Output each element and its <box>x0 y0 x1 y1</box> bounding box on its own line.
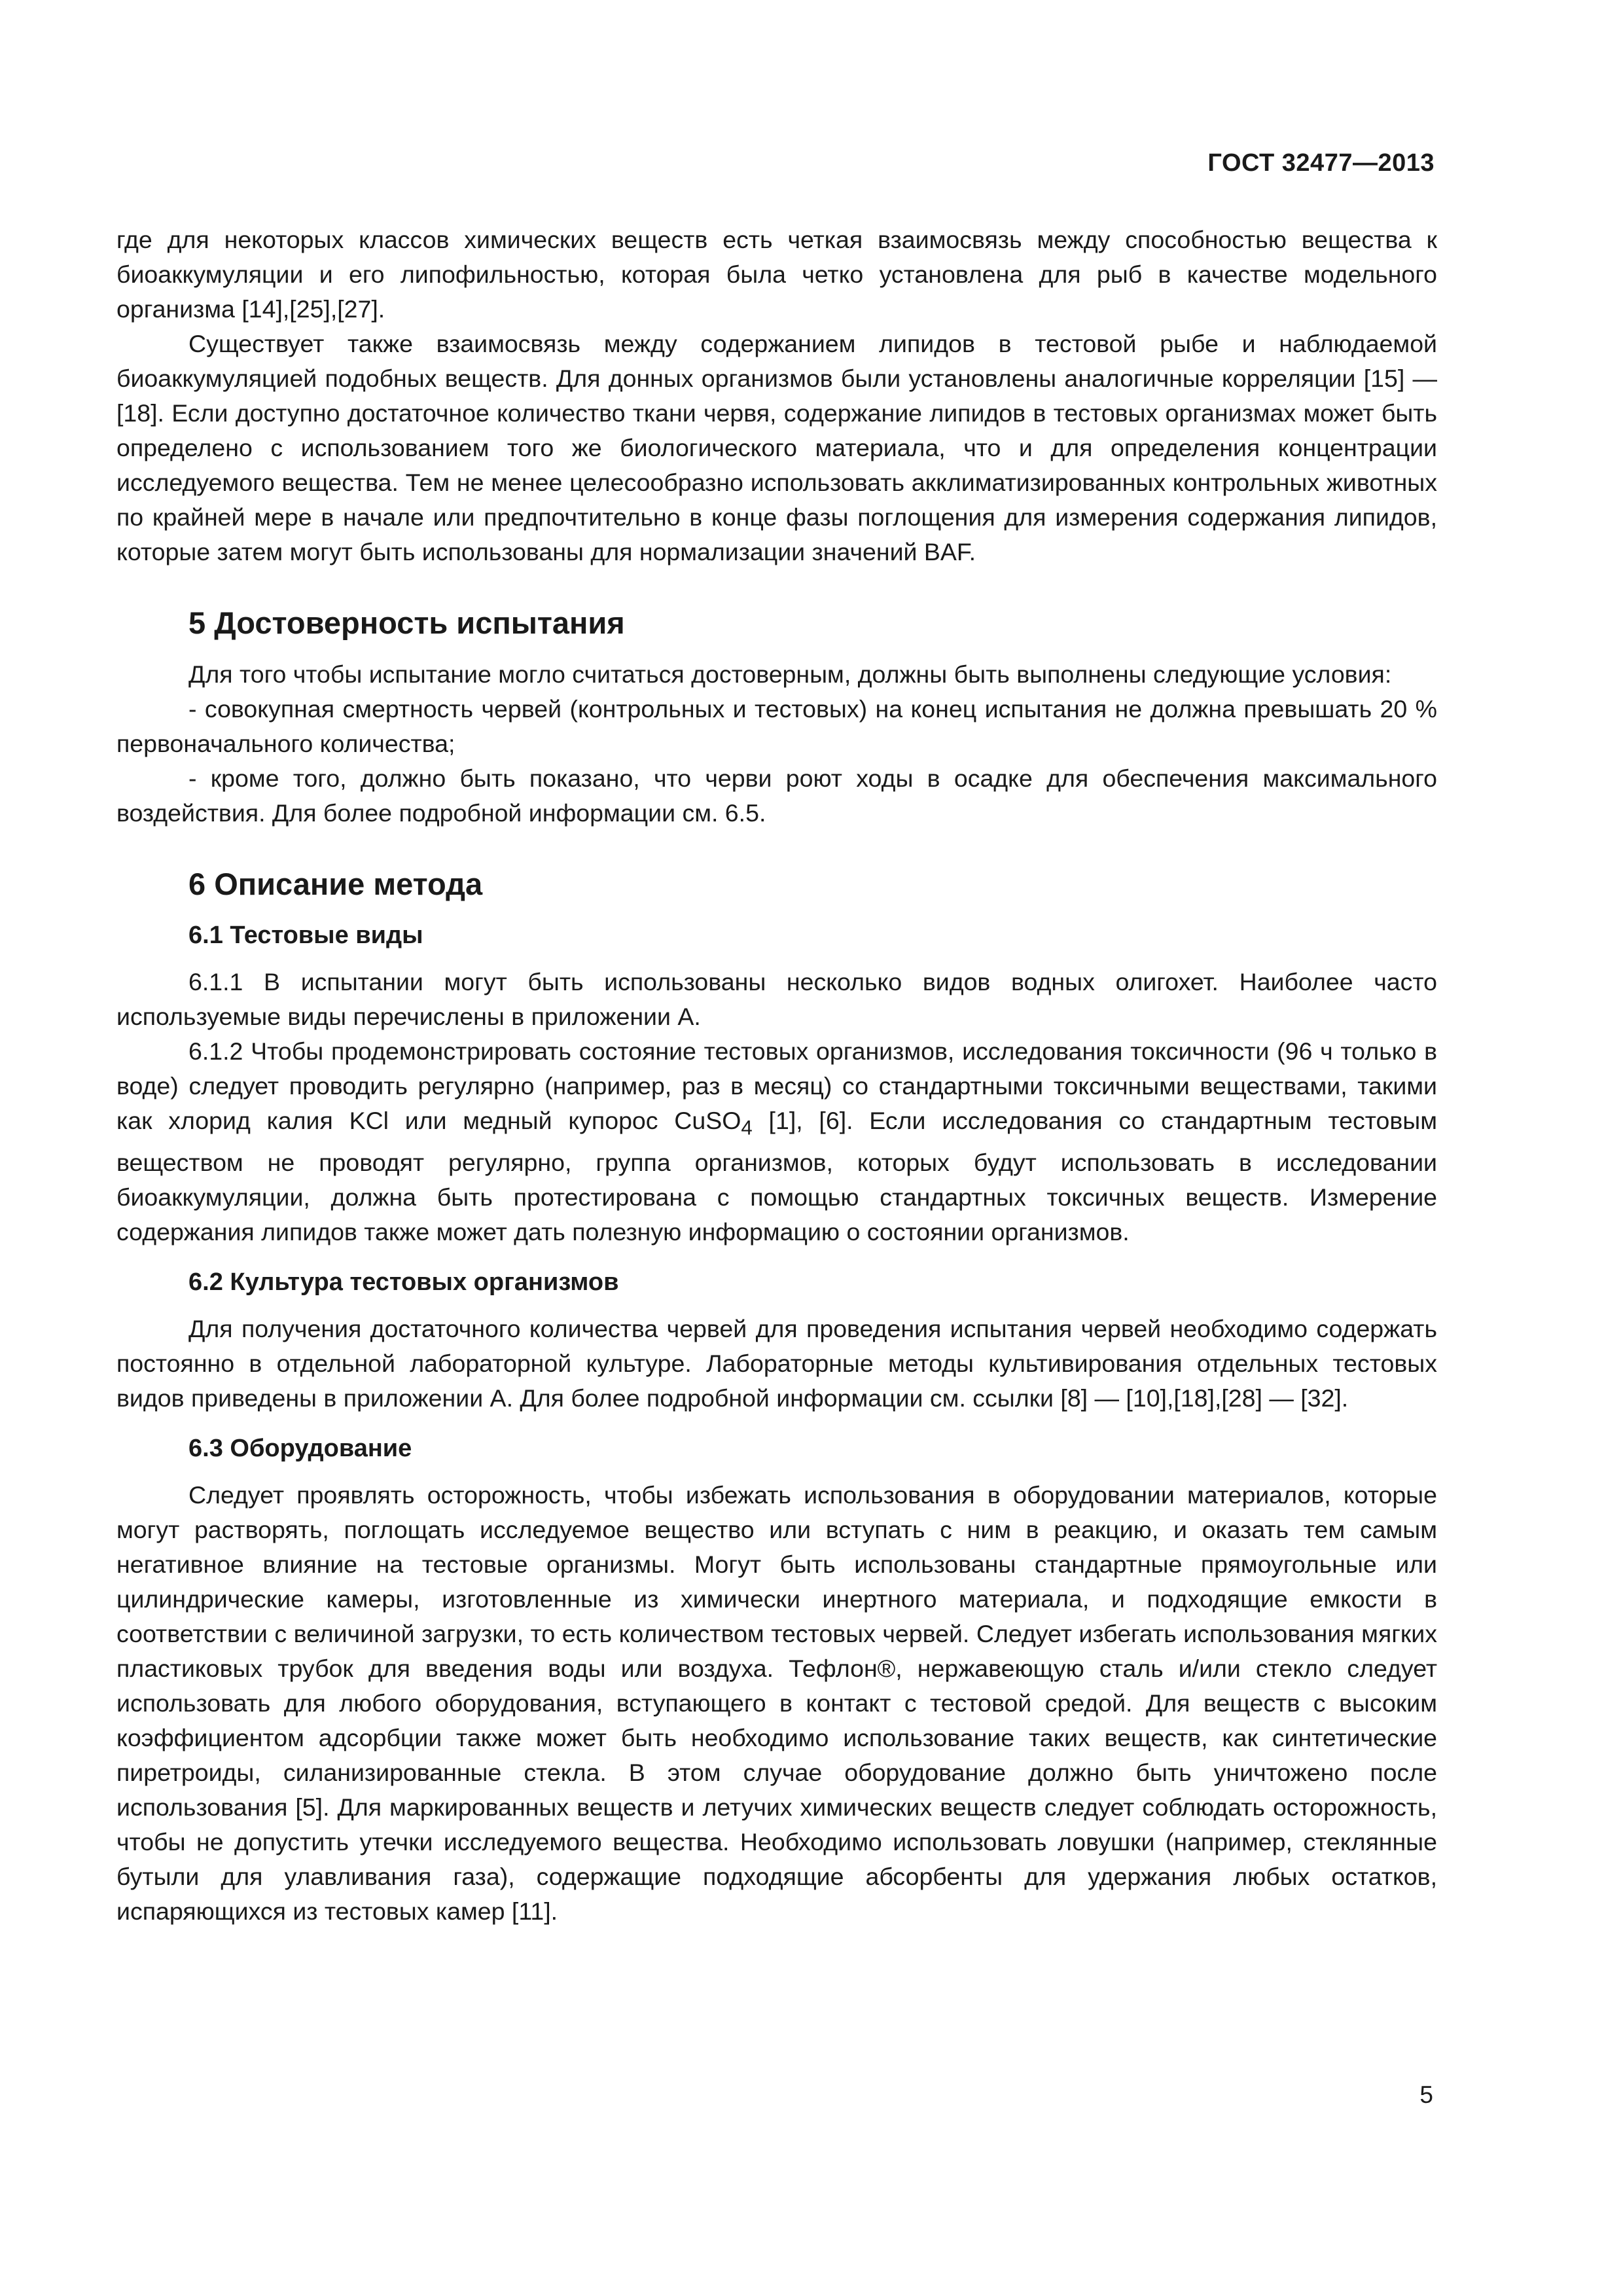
validity-condition-mortality: - совокупная смертность червей (контрольных и тестовых) на конец испытания не должна превышать 20 % первоначального количества; <box>116 695 1437 757</box>
document-body <box>116 223 1437 1929</box>
paragraph-validity-conditions: Для того чтобы испытание могло считаться достоверным, должны быть выполнены следующие условия: <box>188 660 1392 688</box>
validity-condition-burrowing: - кроме того, должно быть показано, что черви роют ходы в осадке для обеспечения максимального воздействия. Для более подробной информации см. 6.5. <box>116 764 1437 827</box>
section-5-heading: 5 Достоверность испытания <box>188 605 625 640</box>
section-6-heading: 6 Описание метода <box>188 867 483 901</box>
paragraph-6-1-2-part1: 6.1.2 Чтобы продемонстрировать состояние тестовых организмов, исследования токсичности (96 ч только в воде) следует проводить регулярно (например, раз в месяц) со стандартными токсичными веществами, такими как хлорид калия KCl или медный купорос CuSO <box>116 1037 1437 1134</box>
paragraph-6-1-2-part2: [1], [6]. Если исследования со стандартным тестовым веществом не проводят регулярно, группа организмов, которых будут использовать в исследовании биоаккумуляции, должна быть протестирована с помощью стандартных токсичных веществ. Измерение содержания липидов также может дать полезную информацию о состоянии организмов. <box>116 1107 1437 1246</box>
document-standard-id: ГОСТ 32477—2013 <box>1207 149 1435 177</box>
page-number: 5 <box>1419 2081 1433 2108</box>
paragraph-6-3: Следует проявлять осторожность, чтобы избежать использования в оборудовании материалов, которые могут растворять, поглощать исследуемое вещество или вступать с ним в реакцию, и оказать тем самым негативное влияние на тестовые организмы. Могут быть использованы стандартные прямоугольные или цилиндрические камеры, изготовленные из химически инертного материала, и подходящие емкости в соответствии с величиной загрузки, то есть количеством тестовых червей. Следует избегать использования мягких пластиковых трубок для введения воды или воздуха. Тефлон®, нержавеющую сталь и/или стекло следует использовать для любого оборудования, вступающего в контакт с тестовой средой. Для веществ с высоким коэффициентом адсорбции также может быть необходимо использование таких веществ, как синтетические пиретроиды, силанизированные стекла. В этом случае оборудование должно быть уничтожено после использования [5]. Для маркированных веществ и летучих химических веществ следует соблюдать осторожность, чтобы не допустить утечки исследуемого вещества. Необходимо использовать ловушки (например, стеклянные бутыли для улавливания газа), содержащие подходящие абсорбенты для удержания любых остатков, испаряющихся из тестовых камер [11]. <box>116 1480 1437 1925</box>
cuso4-subscript: 4 <box>741 1116 753 1139</box>
paragraph-6-1-1: 6.1.1 В испытании могут быть использованы несколько видов водных олигохет. Наиболее часто используемые виды перечислены в приложении А. <box>116 968 1437 1030</box>
paragraph-lipid-correlation: Существует также взаимосвязь между содержанием липидов в тестовой рыбе и наблюдаемой биоаккумуляцией подобных веществ. Для донных организмов были установлены аналогичные корреляции [15] — [18]. Если доступно достаточное количество ткани червя, содержание липидов в тестовых организмах может быть определено с использованием того же биологического материала, что и для определения концентрации исследуемого вещества. Тем не менее целесообразно использовать акклиматизированных контрольных животных по крайней мере в начале или предпочтительно в конце фазы поглощения для измерения содержания липидов, которые затем могут быть использованы для нормализации значений BAF. <box>116 330 1437 565</box>
paragraph-lipophilicity: где для некоторых классов химических веществ есть четкая взаимосвязь между способностью вещества к биоаккумуляции и его липофильностью, которая была четко установлена для рыб в качестве модельного организма [14],[25],[27]. <box>116 226 1437 323</box>
subsection-6-3-heading: 6.3 Оборудование <box>188 1434 412 1462</box>
paragraph-6-2: Для получения достаточного количества червей для проведения испытания червей необходимо содержать постоянно в отдельной лабораторной культуре. Лабораторные методы культивирования отдельных тестовых видов приведены в приложении А. Для более подробной информации см. ссылки [8] — [10],[18],[28] — [32]. <box>116 1314 1437 1412</box>
subsection-6-1-heading: 6.1 Тестовые виды <box>188 922 423 949</box>
paragraph-6-1-2 <box>116 1034 1437 1249</box>
subsection-6-2-heading: 6.2 Культура тестовых организмов <box>188 1268 619 1296</box>
